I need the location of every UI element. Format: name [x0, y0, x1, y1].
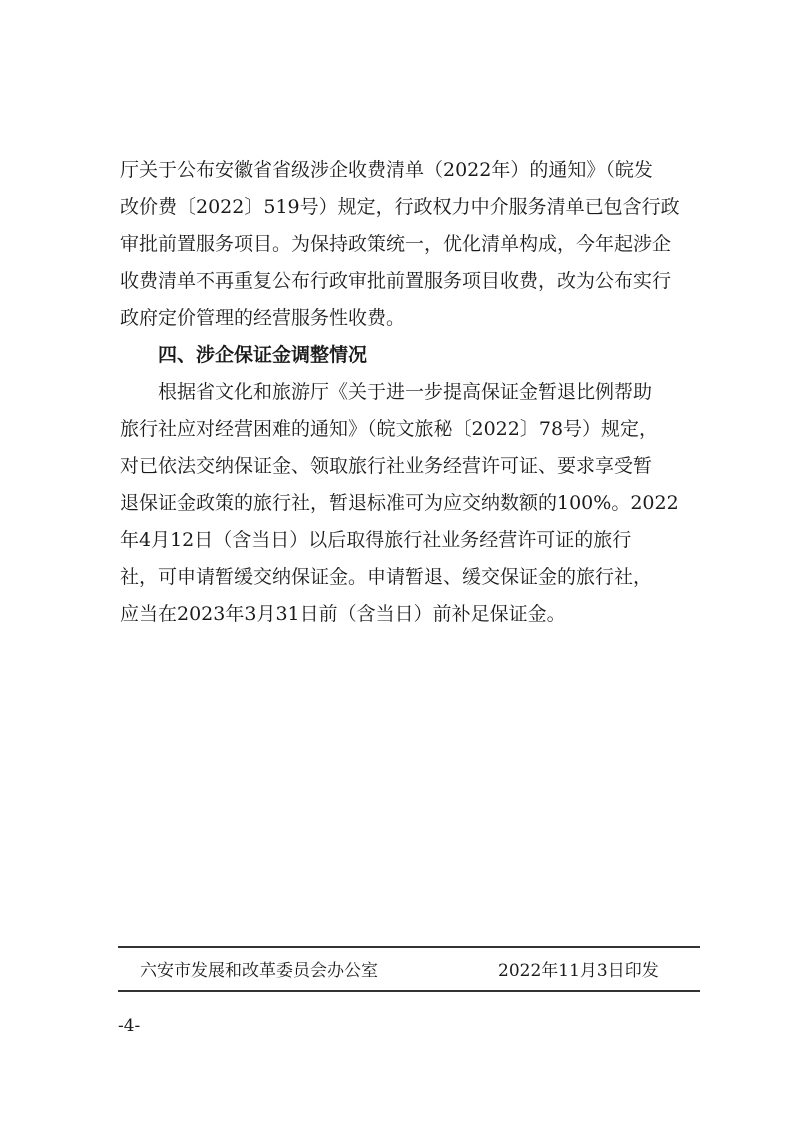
body-text-line: 旅行社应对经营困难的通知》（皖文旅秘〔2022〕78号）规定， — [120, 418, 659, 440]
body-text-line: 政府定价管理的经营服务性收费。 — [120, 307, 406, 329]
body-text-line: 退保证金政策的旅行社，暂退标准可为应交纳数额的100%。2022 — [120, 492, 679, 514]
body-text-line: 社，可申请暂缓交纳保证金。申请暂退、缓交保证金的旅行社， — [120, 566, 653, 588]
page-number: -4- — [118, 1016, 141, 1036]
body-text-line: 审批前置服务项目。为保持政策统一，优化清单构成，今年起涉企 — [120, 233, 672, 255]
body-text-line: 厅关于公布安徽省省级涉企收费清单（2022年）的通知》（皖发 — [120, 159, 653, 181]
body-text-line: 收费清单不再重复公布行政审批前置服务项目收费，改为公布实行 — [120, 270, 672, 292]
footer-bottom-rule — [118, 990, 700, 992]
section-heading: 四、涉企保证金调整情况 — [158, 344, 368, 366]
issue-date: 2022年11月3日印发 — [498, 961, 659, 981]
body-text-line: 对已依法交纳保证金、领取旅行社业务经营许可证、要求享受暂 — [120, 455, 653, 477]
body-text-line: 根据省文化和旅游厅《关于进一步提高保证金暂退比例帮助 — [158, 381, 653, 403]
footer-top-rule — [118, 946, 700, 948]
body-text-line: 应当在2023年3月31日前（含当日）前补足保证金。 — [120, 603, 566, 625]
body-text-line: 改价费〔2022〕519号）规定，行政权力中介服务清单已包含行政 — [120, 196, 680, 218]
issuer-name: 六安市发展和改革委员会办公室 — [140, 961, 378, 981]
body-text-line: 年4月12日（含当日）以后取得旅行社业务经营许可证的旅行 — [120, 529, 632, 551]
